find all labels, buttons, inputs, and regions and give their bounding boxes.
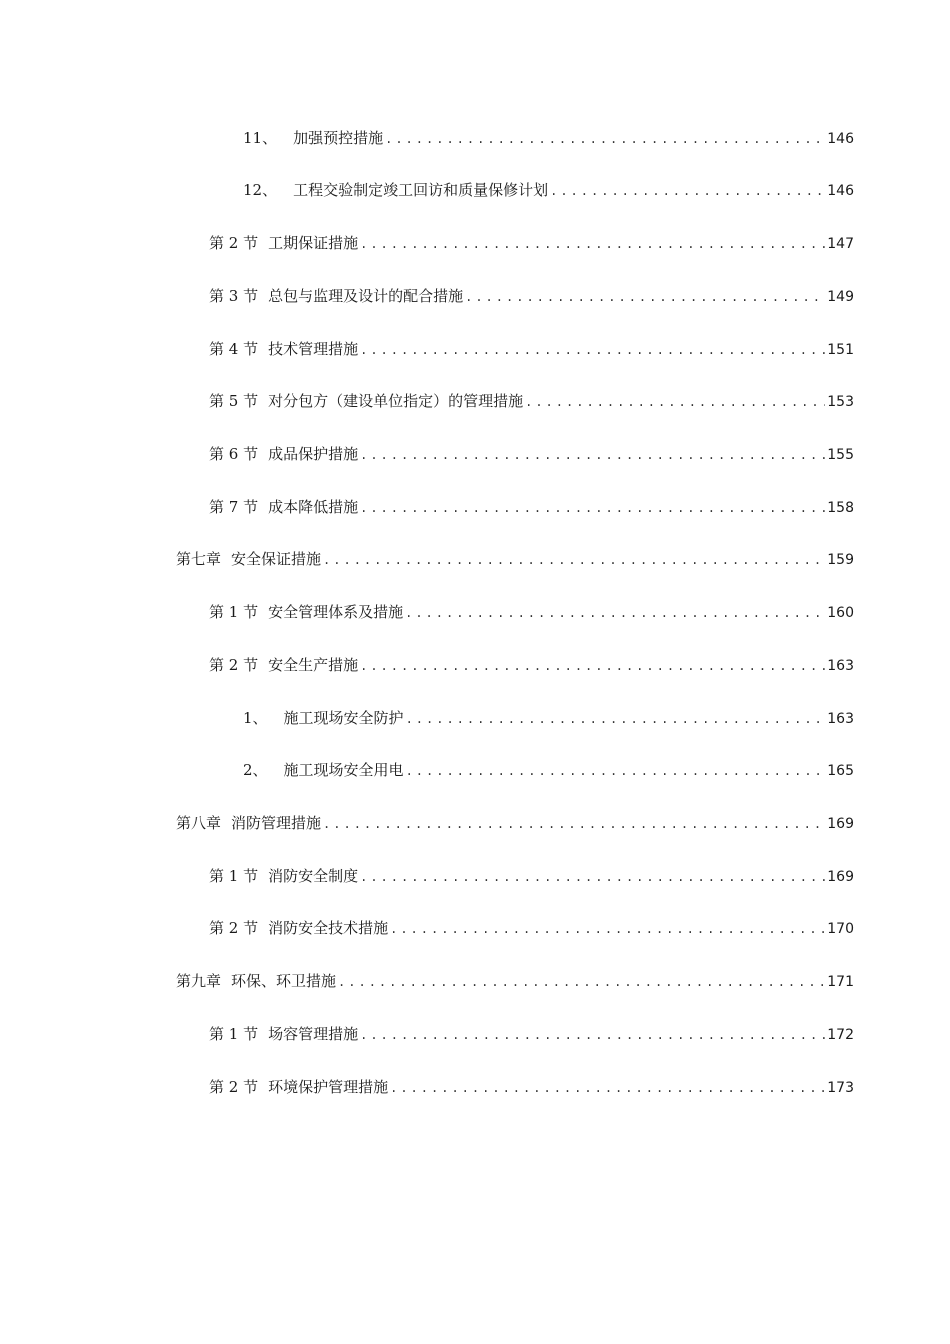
toc-dot-leader [323, 550, 825, 570]
toc-entry-number: 第 2 节 [209, 656, 259, 674]
toc-entry-page: 169 [827, 869, 854, 885]
toc-entry-title: 安全生产措施 [268, 656, 359, 674]
toc-entry-number: 第 1 节 [209, 867, 259, 885]
toc-entry-title: 安全保证措施 [231, 550, 322, 568]
toc-entry-section-1[interactable] [209, 1024, 854, 1045]
toc-entry-page: 149 [827, 289, 854, 305]
toc-entry-number: 第九章 [176, 972, 222, 990]
toc-entry-page: 151 [827, 342, 854, 358]
toc-dot-leader [323, 814, 825, 834]
toc-entry-number: 第 4 节 [209, 340, 259, 358]
toc-entry-title: 消防安全制度 [268, 867, 359, 885]
toc-dot-leader [405, 603, 825, 623]
toc-entry-page: 171 [827, 974, 854, 990]
toc-entry-page: 163 [827, 711, 854, 727]
toc-entry-title: 成品保护措施 [268, 445, 359, 463]
toc-dot-leader [360, 445, 825, 465]
toc-entry-title: 技术管理措施 [268, 340, 359, 358]
toc-entry-number: 第 3 节 [209, 287, 259, 305]
toc-entry-item-12[interactable] [243, 180, 854, 201]
toc-entry-chapter-7[interactable] [176, 549, 854, 570]
toc-entry-number: 第 7 节 [209, 498, 259, 516]
toc-dot-leader [465, 287, 825, 307]
toc-entry-title: 对分包方（建设单位指定）的管理措施 [268, 392, 524, 410]
toc-entry-item-2[interactable] [243, 760, 854, 781]
toc-entry-section-2[interactable] [209, 655, 854, 676]
toc-entry-chapter-8[interactable] [176, 813, 854, 834]
toc-entry-title: 安全管理体系及措施 [268, 603, 404, 621]
toc-entry-page: 169 [827, 816, 854, 832]
toc-entry-page: 155 [827, 447, 854, 463]
toc-entry-number: 12、 [243, 181, 278, 199]
toc-entry-section-5[interactable] [209, 391, 854, 412]
toc-dot-leader [338, 972, 825, 992]
toc-dot-leader [550, 181, 825, 201]
toc-entry-section-6[interactable] [209, 444, 854, 465]
toc-entry-number: 第 2 节 [209, 1078, 259, 1096]
toc-dot-leader [360, 1025, 825, 1045]
toc-entry-title: 消防管理措施 [231, 814, 322, 832]
toc-entry-page: 146 [827, 131, 854, 147]
toc-dot-leader [360, 498, 825, 518]
toc-entry-number: 第八章 [176, 814, 222, 832]
toc-dot-leader [390, 1078, 825, 1098]
toc-dot-leader [385, 129, 825, 149]
toc-entry-title: 环保、环卫措施 [231, 972, 337, 990]
toc-entry-number: 1、 [243, 709, 268, 727]
toc-entry-section-1[interactable] [209, 866, 854, 887]
toc-dot-leader [360, 234, 825, 254]
toc-entry-number: 第 1 节 [209, 603, 259, 621]
toc-entry-number: 第 6 节 [209, 445, 259, 463]
toc-entry-title: 总包与监理及设计的配合措施 [268, 287, 464, 305]
toc-entry-chapter-9[interactable] [176, 971, 854, 992]
toc-entry-number: 第 1 节 [209, 1025, 259, 1043]
toc-entry-page: 153 [827, 394, 854, 410]
toc-entry-title: 场容管理措施 [268, 1025, 359, 1043]
toc-entry-number: 2、 [243, 761, 268, 779]
toc-dot-leader [406, 709, 826, 729]
toc-entry-section-7[interactable] [209, 497, 854, 518]
toc-entry-section-3[interactable] [209, 286, 854, 307]
toc-entry-number: 第七章 [176, 550, 222, 568]
toc-entry-page: 160 [827, 605, 854, 621]
toc-dot-leader [390, 919, 825, 939]
toc-entry-page: 165 [827, 763, 854, 779]
toc-entry-title: 工程交验制定竣工回访和质量保修计划 [293, 181, 549, 199]
toc-entry-page: 170 [827, 921, 854, 937]
toc-entry-title: 加强预控措施 [293, 129, 384, 147]
toc-entry-number: 第 2 节 [209, 234, 259, 252]
toc-dot-leader [525, 392, 825, 412]
toc-dot-leader [360, 340, 825, 360]
toc-entry-page: 147 [827, 236, 854, 252]
toc-entry-section-2[interactable] [209, 918, 854, 939]
toc-entry-page: 158 [827, 500, 854, 516]
toc-entry-section-4[interactable] [209, 339, 854, 360]
toc-entry-number: 第 5 节 [209, 392, 259, 410]
toc-entry-page: 173 [827, 1080, 854, 1096]
toc-entry-title: 环境保护管理措施 [268, 1078, 389, 1096]
toc-entry-title: 成本降低措施 [268, 498, 359, 516]
toc-entry-item-1[interactable] [243, 708, 854, 729]
toc-entry-title: 工期保证措施 [268, 234, 359, 252]
toc-entry-page: 159 [827, 552, 854, 568]
toc-entry-section-1[interactable] [209, 602, 854, 623]
toc-dot-leader [406, 761, 826, 781]
toc-entry-section-2[interactable] [209, 1077, 854, 1098]
toc-entry-page: 163 [827, 658, 854, 674]
toc-entry-number: 第 2 节 [209, 919, 259, 937]
toc-entry-item-11[interactable] [243, 128, 854, 149]
toc-dot-leader [360, 867, 825, 887]
toc-entry-title: 施工现场安全用电 [283, 761, 404, 779]
toc-entry-title: 消防安全技术措施 [268, 919, 389, 937]
toc-entry-page: 146 [827, 183, 854, 199]
toc-entry-number: 11、 [243, 129, 278, 147]
toc-entry-title: 施工现场安全防护 [283, 709, 404, 727]
toc-dot-leader [360, 656, 825, 676]
toc-entry-section-2[interactable] [209, 233, 854, 254]
toc-entry-page: 172 [827, 1027, 854, 1043]
